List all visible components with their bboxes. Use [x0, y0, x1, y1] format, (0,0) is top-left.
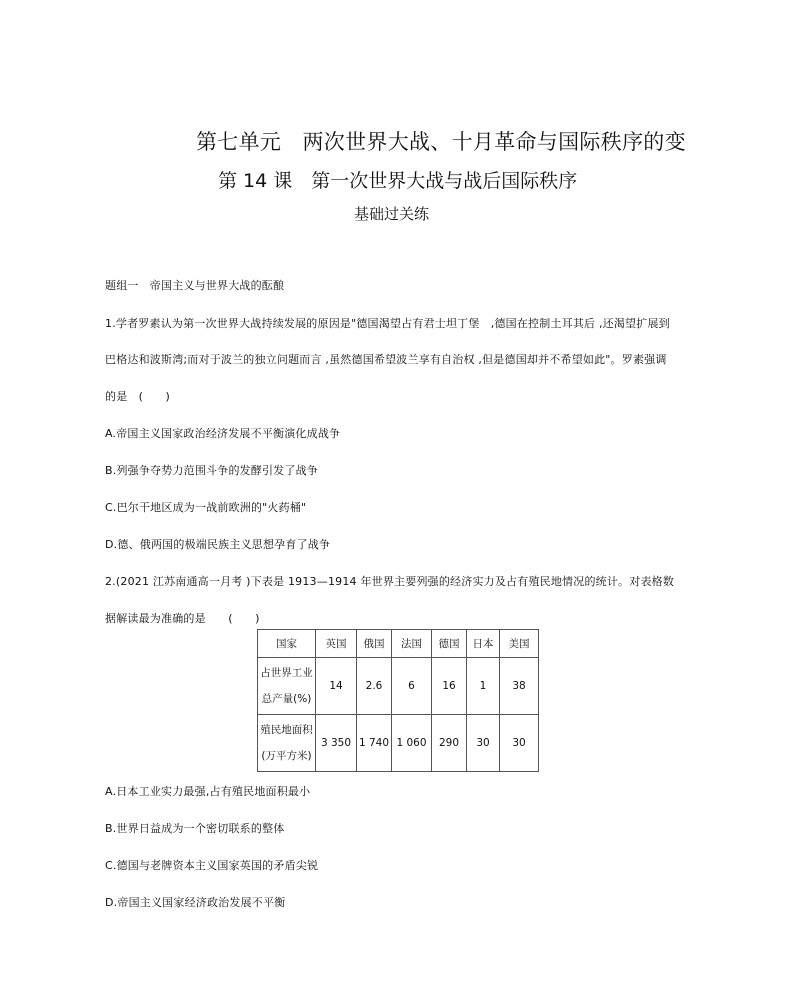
- table-header-row: [258, 630, 539, 658]
- table-cell: 3 350: [316, 715, 357, 772]
- table-cell: 1 740: [357, 715, 392, 772]
- table-header-cell: 法国: [392, 630, 432, 658]
- q1-stem-line-3: 的是 ( ): [105, 390, 170, 403]
- table-row-label: [258, 715, 316, 772]
- table-cell: 30: [467, 715, 500, 772]
- unit-title: 第七单元 两次世界大战、十月革命与国际秩序的变: [196, 130, 686, 154]
- q2-option-c: C.德国与老牌资本主义国家英国的矛盾尖锐: [105, 859, 319, 872]
- table-cell: 6: [392, 658, 432, 715]
- table-cell: 1: [467, 658, 500, 715]
- table-cell: 14: [316, 658, 357, 715]
- table-header-cell: 德国: [432, 630, 467, 658]
- q1-option-c: C.巴尔干地区成为一战前欧洲的"火药桶": [105, 501, 307, 514]
- q2-option-d: D.帝国主义国家经济政治发展不平衡: [105, 896, 286, 909]
- table-row-label-line: (万平方米): [261, 750, 312, 762]
- table-row: [258, 715, 539, 772]
- q1-stem-line-1: 1.学者罗素认为第一次世界大战持续发展的原因是"德国渴望占有君士坦丁堡 ,德国在控制土耳其后 ,还渴望扩展到: [105, 317, 670, 330]
- q1-stem-line-2: 巴格达和波斯湾;而对于波兰的独立问题而言 ,虽然德国希望波兰享有自治权 ,但是德国却并不希望如此"。罗素强调: [105, 353, 667, 366]
- table-row-label: [258, 658, 316, 715]
- q1-option-a: A.帝国主义国家政治经济发展不平衡演化成战争: [105, 427, 341, 440]
- lesson-title: 第 14 课 第一次世界大战与战后国际秩序: [218, 170, 578, 192]
- table-header-cell: 英国: [316, 630, 357, 658]
- q2-option-a: A.日本工业实力最强,占有殖民地面积最小: [105, 785, 311, 798]
- table-cell: 38: [500, 658, 539, 715]
- table-cell: 1 060: [392, 715, 432, 772]
- q1-option-d: D.德、俄两国的极端民族主义思想孕育了战争: [105, 538, 331, 551]
- q1-option-b: B.列强争夺势力范围斗争的发酵引发了战争: [105, 464, 319, 477]
- group-title: 题组一 帝国主义与世界大战的酝酿: [105, 279, 285, 292]
- table-cell: 30: [500, 715, 539, 772]
- table-header-cell: 国家: [258, 630, 316, 658]
- table-cell: 290: [432, 715, 467, 772]
- table-cell: 2.6: [357, 658, 392, 715]
- statistics-table: [257, 629, 539, 772]
- q2-stem-line-1: 2.(2021 江苏南通高一月考 )下表是 1913—1914 年世界主要列强的经济实力及占有殖民地情况的统计。对表格数: [105, 575, 675, 588]
- table-cell: 16: [432, 658, 467, 715]
- q2-option-b: B.世界日益成为一个密切联系的整体: [105, 822, 285, 835]
- table-row-label-line: 殖民地面积: [260, 724, 313, 736]
- table-row-label-line: 占世界工业: [260, 667, 313, 679]
- table-header-cell: 俄国: [357, 630, 392, 658]
- section-title: 基础过关练: [354, 205, 430, 223]
- table-header-cell: 日本: [467, 630, 500, 658]
- table-header-cell: 美国: [500, 630, 539, 658]
- table-row-label-line: 总产量(%): [261, 693, 312, 705]
- q2-stem-line-2: 据解读最为准确的是 ( ): [105, 612, 260, 625]
- table-row: [258, 658, 539, 715]
